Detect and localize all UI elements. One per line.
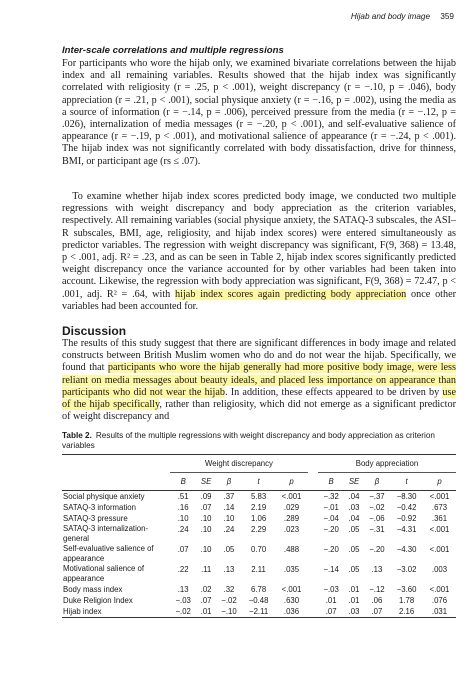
column-gap — [308, 584, 318, 595]
table-row — [62, 564, 456, 584]
table-cell: .10 — [200, 514, 212, 523]
table-cell: .003 — [431, 565, 448, 574]
table-cell: −.02 — [369, 503, 385, 512]
table-cell: .07 — [177, 545, 189, 554]
paragraph-regressions-text: To examine whether hijab index scores predicted body image, we conducted two multiple regressions with weight discrepancy and body appreciation as the criterion variables, respectively. All remaining variables (social physique anxiety, the SATAQ-3 subscales, the ASI–R subscales, BMI, age, religiosity, and hijab index scores) were entered simultaneously as predictor variables. The regression with weight discrepancy was significant, F(9, 368) = 13.48, p < .001, adj. R² = .23, and as can be seen in Table 2, hijab index scores significantly predicted weight discrepancy once the variance accounted for by other variables had been taken into account. Likewise, the regression with body appreciation was significant, F(9, 368) = 72.47, p < .001, adj. R² = .64, with — [62, 191, 456, 300]
table-cell: .09 — [200, 492, 212, 501]
column-gap — [308, 524, 318, 544]
column-gap — [308, 502, 318, 513]
table-cell: .16 — [177, 503, 189, 512]
table-cell: .488 — [283, 545, 300, 554]
table-cell: .023 — [283, 525, 300, 534]
running-title: Hijab and body image — [350, 12, 431, 21]
column-gap — [308, 491, 318, 503]
table-cell: −.31 — [369, 525, 385, 534]
row-label: SATAQ-3 information — [63, 503, 136, 512]
paragraph-discussion-end: , rather than religiosity, which did not emerge as a significant predictor of weight discrepancy and — [62, 399, 456, 423]
table-cell: .37 — [223, 492, 235, 501]
table-cell: 2.19 — [251, 503, 267, 512]
table-cell: .01 — [348, 596, 360, 605]
table-cell: .03 — [348, 503, 360, 512]
table-cell: −0.48 — [248, 596, 269, 605]
col-header: B — [318, 473, 344, 491]
table-cell: <.001 — [281, 585, 302, 594]
running-header — [351, 12, 454, 21]
row-label: Duke Religion Index — [63, 596, 133, 605]
table-cell: .076 — [431, 596, 448, 605]
row-label: SATAQ-3 internalization-general — [63, 524, 149, 543]
row-label: Body mass index — [63, 585, 123, 594]
table-cell: .361 — [431, 514, 448, 523]
col-header: β — [216, 473, 242, 491]
table-cell: −0.42 — [396, 503, 417, 512]
table-cell: <.001 — [429, 585, 450, 594]
table-cell: −3.60 — [396, 585, 417, 594]
table-row — [62, 544, 456, 564]
table-cell: −.02 — [221, 596, 237, 605]
highlight-positive-body-image: participants who wore the hijab generally had more positive body image, were less reliant on media messages about beauty ideals, and placed less importance on appearance than participants who did not wear the hijab — [62, 362, 456, 398]
col-header: t — [390, 473, 423, 491]
table-caption — [62, 431, 456, 451]
table-cell: .14 — [223, 503, 235, 512]
table-cell: 6.78 — [251, 585, 267, 594]
table-cell: −.20 — [369, 545, 385, 554]
table-row — [62, 491, 456, 503]
discussion-heading: Discussion — [62, 324, 127, 338]
highlight-hijab-predicting: hijab index scores again predicting body appreciation — [175, 288, 407, 300]
table-cell: .10 — [200, 545, 212, 554]
table-cell: 1.06 — [251, 514, 267, 523]
table-cell: .01 — [325, 596, 337, 605]
table-row — [62, 595, 456, 606]
table-cell: .07 — [318, 606, 344, 618]
group-weight-discrepancy: Weight discrepancy — [170, 455, 308, 473]
subsection-heading: Inter-scale correlations and multiple regressions — [62, 45, 284, 56]
table-cell: −.37 — [369, 492, 385, 501]
table-cell: .05 — [348, 565, 360, 574]
table-cell: .13 — [371, 565, 383, 574]
table-cell: .289 — [283, 514, 300, 523]
table-cell: .32 — [223, 585, 235, 594]
table-cell: −2.11 — [242, 606, 275, 618]
table-row — [62, 513, 456, 524]
table-cell: .05 — [223, 545, 235, 554]
table-cell: −.20 — [323, 525, 339, 534]
table-cell: .24 — [177, 525, 189, 534]
table-cell: −.02 — [170, 606, 196, 618]
column-gap — [308, 564, 318, 584]
table-cell: 0.70 — [251, 545, 267, 554]
table-cell: 2.11 — [251, 565, 266, 574]
regression-table — [62, 454, 456, 618]
table-cell: .13 — [223, 565, 235, 574]
col-header: p — [275, 473, 308, 491]
table-cell: −.04 — [323, 514, 339, 523]
table-cell: −.03 — [175, 596, 191, 605]
table-cell: .031 — [423, 606, 456, 618]
table-cell: −0.92 — [396, 514, 417, 523]
table-cell: .06 — [371, 596, 383, 605]
table-cell: .10 — [200, 525, 212, 534]
table-cell: .24 — [223, 525, 235, 534]
group-body-appreciation: Body appreciation — [318, 455, 456, 473]
row-label: Social physique anxiety — [63, 492, 145, 501]
table-row — [62, 524, 456, 544]
table-cell: .03 — [344, 606, 363, 618]
col-header: p — [423, 473, 456, 491]
column-gap — [308, 606, 318, 618]
column-gap — [308, 544, 318, 564]
row-label: SATAQ-3 pressure — [63, 514, 128, 523]
column-gap — [308, 513, 318, 524]
paragraph-regressions — [62, 191, 456, 313]
table-row — [62, 584, 456, 595]
table-cell: .673 — [431, 503, 448, 512]
table-cell: .11 — [200, 565, 212, 574]
table-cell: .029 — [283, 503, 300, 512]
column-header-row — [62, 473, 456, 491]
table-cell: −.01 — [323, 503, 339, 512]
row-label: Self-evaluative salience of appearance — [63, 544, 154, 563]
table-row — [62, 606, 456, 618]
table-cell: −8.30 — [396, 492, 417, 501]
table-cell: .51 — [177, 492, 189, 501]
table-row — [62, 502, 456, 513]
column-gap — [308, 595, 318, 606]
page-number: 359 — [440, 12, 454, 21]
table-cell: 1.78 — [398, 596, 415, 605]
table-cell: −4.30 — [396, 545, 417, 554]
paragraph-discussion-mid: . In addition, these effects appeared to be driven by — [224, 386, 443, 398]
table-cell: .02 — [200, 585, 212, 594]
paragraph-correlations: For participants who wore the hijab only, we examined bivariate correlations between the hijab index and all remaining variables. Results showed that the hijab index was significantly correlated with religiosity (r = .25, p < .001), weight discrepancy (r = −.10, p = .046), body appreciation (r = .21, p < .001), social physique anxiety (r = −.16, p = .002), using the media as a source of information (r = −.14, p = .006), perceived pressure from the media (r = −.12, p = .026), internalization of media messages (r = −.20, p < .001), and self-evaluative salience of appearance (r = −.19, p < .001), and motivational salience of appearance (r = −.24, p < .001). The hijab index was not significantly correlated with body dissatisfaction, drive for thinness, BMI, or participant age (rs ≤ .07). — [62, 58, 456, 167]
table-cell: .035 — [283, 565, 300, 574]
table-caption-text: Results of the multiple regressions with weight discrepancy and body appreciation as criterion variables — [62, 431, 435, 450]
table-cell: .22 — [177, 565, 189, 574]
row-label: Motivational salience of appearance — [63, 564, 145, 583]
table-cell: −.06 — [369, 514, 385, 523]
col-header: β — [364, 473, 390, 491]
table-cell: 2.29 — [251, 525, 267, 534]
table-cell: −.32 — [323, 492, 339, 501]
paragraph-discussion-text: The results of this study suggest that there are significant differences in body image and related constructs between British Muslim women who do and do not wear the hijab. Specifically, we found that — [62, 338, 456, 374]
col-header: SE — [344, 473, 363, 491]
table-cell: −.10 — [216, 606, 242, 618]
table-cell: .13 — [177, 585, 189, 594]
table-cell: .07 — [200, 596, 212, 605]
col-header: B — [170, 473, 196, 491]
table-body — [62, 491, 456, 618]
table-cell: −4.31 — [396, 525, 417, 534]
col-header: SE — [196, 473, 215, 491]
table-cell: .05 — [348, 545, 360, 554]
table-cell: .07 — [200, 503, 212, 512]
table-cell: .04 — [348, 514, 360, 523]
table-cell: .10 — [223, 514, 235, 523]
table-cell: 2.16 — [390, 606, 423, 618]
row-label: Hijab index — [62, 606, 170, 618]
paragraph-discussion — [62, 338, 456, 423]
table-cell: <.001 — [429, 525, 450, 534]
table-cell: .01 — [348, 585, 360, 594]
table-cell: .630 — [283, 596, 300, 605]
table-cell: .07 — [364, 606, 390, 618]
table-cell: <.001 — [429, 492, 450, 501]
table-cell: 5.83 — [251, 492, 267, 501]
table-cell: −3.02 — [396, 565, 417, 574]
table-cell: .10 — [177, 514, 189, 523]
table-label: Table 2. — [62, 431, 92, 440]
table-cell: .05 — [348, 525, 360, 534]
table-cell: −.20 — [323, 545, 339, 554]
table-cell: −.12 — [369, 585, 385, 594]
table-cell: .01 — [196, 606, 215, 618]
table-cell: .036 — [275, 606, 308, 618]
table-cell: <.001 — [281, 492, 302, 501]
table-cell: <.001 — [429, 545, 450, 554]
table-cell: −.03 — [323, 585, 339, 594]
col-header: t — [242, 473, 275, 491]
paragraph-regressions-end: once other variables had been accounted for. — [62, 288, 457, 312]
table-cell: .04 — [348, 492, 360, 501]
table-cell: −.14 — [323, 565, 339, 574]
highlight-hijab-specifically: use of the hijab specifically — [62, 386, 457, 411]
